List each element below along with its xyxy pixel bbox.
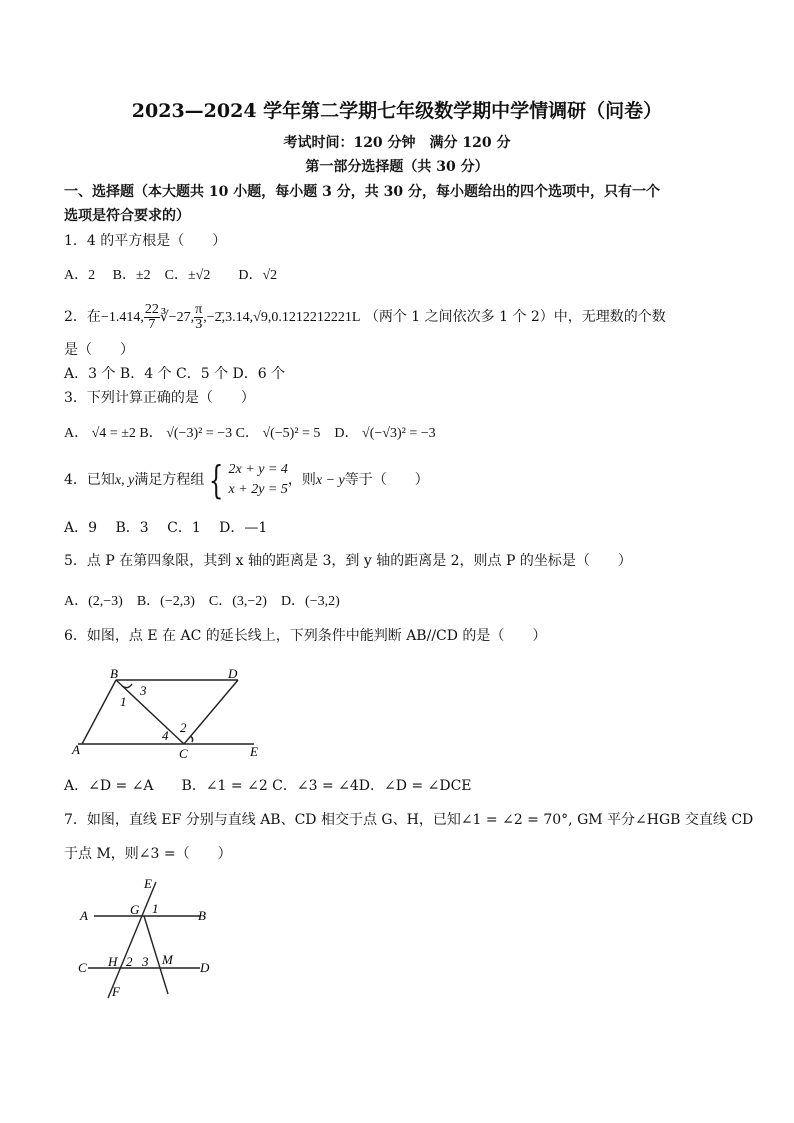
q6-label-c: C (179, 746, 188, 761)
q7-label-f: F (112, 984, 120, 999)
q6-label-4: 4 (162, 728, 169, 743)
q4-after: ，则 (287, 472, 316, 488)
q4-eq1: 2x + y = 4 (228, 462, 288, 477)
q6-label-b: B (110, 666, 118, 681)
question-2-options: A．3 个 B．4 个 C．5 个 D．6 个 (64, 366, 286, 382)
q7-label-d: D (200, 960, 210, 975)
q2-prefix: 2．在 (64, 309, 101, 325)
question-3-stem: 3．下列计算正确的是（ ） (64, 390, 255, 406)
q2-numbers-before: −1.414, (100, 310, 144, 325)
q7-label-m: M (162, 952, 173, 967)
q7-label-c: C (78, 960, 87, 975)
q6-label-3: 3 (140, 683, 147, 698)
question-7-stem: 7．如图，直线 EF 分别与直线 AB、CD 相交于点 G、H，已知∠1 = ∠2 = 70°, GM 平分∠HGB 交直线 CD (64, 812, 754, 828)
question-4-stem (64, 458, 429, 503)
exam-time-info: 考试时间：120 分钟 满分 120 分 (283, 135, 511, 151)
page-title: 2023—2024 学年第二学期七年级数学期中学情调研（问卷） (131, 100, 663, 122)
q2-cube-root: ∛−27, (159, 310, 195, 325)
q2-fraction-pi-3 (194, 303, 203, 332)
question-5-stem: 5．点 P 在第四象限，其到 x 轴的距离是 3，到 y 轴的距离是 2，则点 P 的坐标是（ ） (64, 553, 632, 569)
q7-label-g: G (130, 902, 140, 917)
q6-label-2: 2 (180, 720, 187, 735)
question-3-options: A． √4 = ±2 B． √(−3)² = −3 C． √(−5)² = 5 D． √(−√3)² = −3 (64, 426, 436, 441)
q7-label-h: H (108, 954, 118, 969)
q4-mid: 满足方程组 (134, 472, 205, 488)
q4-suffix: 等于（ ） (344, 472, 429, 488)
question-7-stem-cont: 于点 M，则∠3 =（ ） (64, 846, 232, 862)
q7-label-1: 1 (152, 901, 159, 916)
question-6-options: A．∠D = ∠A B．∠1 = ∠2 C．∠3 = ∠4D．∠D = ∠DCE (64, 778, 472, 794)
q2-suffix: （两个 1 之间依次多 1 个 2）中，无理数的个数 (364, 309, 666, 325)
q2-numbers-after: ,−2̄,3.14,√9,0.1212212221L (203, 310, 361, 325)
question-5-options: A．(2,−3) B．(−2,3) C．(3,−2) D．(−3,2) (64, 594, 340, 609)
question-2-stem (64, 302, 666, 333)
q4-eq2: x + 2y = 5 (228, 482, 288, 497)
question-4-options: A．9 B．3 C．1 D．—1 (64, 520, 268, 536)
q4-prefix: 4．已知 (64, 472, 115, 488)
q4-equation-system (229, 460, 288, 500)
question-2-stem-cont: 是（ ） (64, 342, 134, 358)
q7-label-a: A (80, 908, 88, 923)
section-heading: 一、选择题（本大题共 10 小题，每小题 3 分，共 30 分，每小题给出的四个选项中，只有一个 (64, 184, 660, 200)
q6-label-a: A (72, 742, 80, 757)
section-heading-cont: 选项是符合要求的） (64, 208, 190, 224)
q7-label-b: B (198, 908, 206, 923)
q4-expr: x − y (315, 473, 345, 488)
q2-frac2-num: π (195, 301, 203, 317)
q7-label-e: E (144, 876, 152, 891)
q2-frac2-den: 3 (195, 316, 203, 332)
q2-frac1-num: 22 (144, 301, 159, 317)
q4-brace: { (209, 458, 224, 502)
q4-vars: x, y (114, 473, 135, 488)
q6-label-e: E (250, 744, 258, 759)
q6-label-d: D (228, 666, 238, 681)
question-1-stem: 1．4 的平方根是（ ） (64, 233, 227, 249)
question-1-options: A．2 B．±2 C．±√2 D．√2 (64, 268, 278, 283)
q6-label-1: 1 (120, 694, 127, 709)
q7-label-3: 3 (142, 954, 149, 969)
q2-frac1-den: 7 (148, 316, 156, 332)
question-7-figure (70, 872, 230, 1007)
question-6-figure (64, 662, 274, 762)
q2-fraction-22-7 (144, 303, 160, 332)
q7-label-2: 2 (126, 954, 133, 969)
part-title: 第一部分选择题（共 30 分） (305, 159, 489, 175)
question-6-stem: 6．如图，点 E 在 AC 的延长线上，下列条件中能判断 AB//CD 的是（ ） (64, 628, 547, 644)
